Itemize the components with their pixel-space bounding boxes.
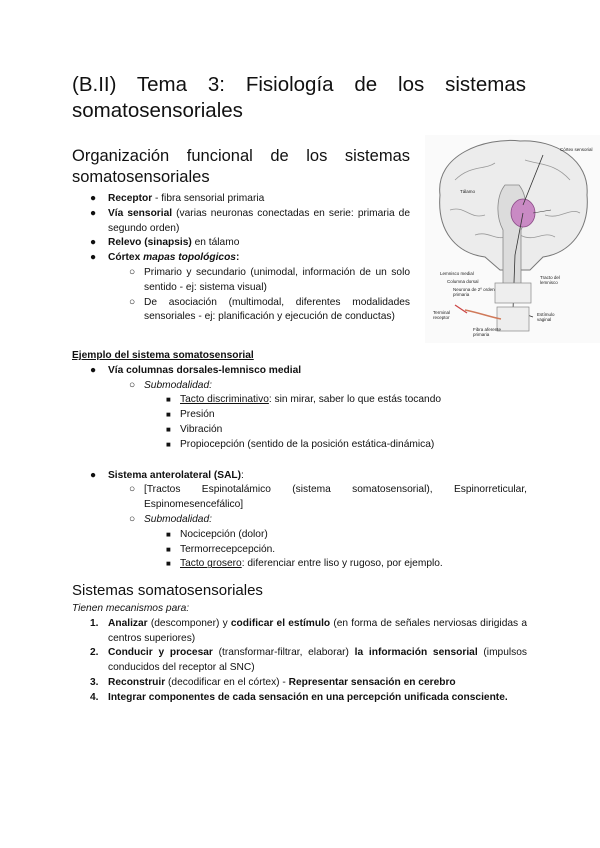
figure-label-cortex: Córtex sensorial [560, 147, 593, 152]
page-title-line2: somatosensoriales [72, 99, 243, 122]
page-title [72, 72, 526, 124]
section-heading-organizacion [72, 146, 410, 188]
list-item: ■ Presión [166, 409, 215, 421]
sub-list-item: ○ Submodalidad: [129, 513, 212, 525]
figure-label-tracto: Tracto del lemnisco [540, 275, 560, 285]
example-heading: Ejemplo del sistema somatosensorial [72, 350, 254, 361]
list-item: ■ Tacto grosero: diferenciar entre liso y rugoso, por ejemplo. [166, 558, 443, 570]
list-item: ■ Termorrecepcepción. [166, 543, 276, 555]
section-heading-sistemas: Sistemas somatosensoriales [72, 582, 263, 599]
list-item: ● Córtex mapas topológicos: [90, 252, 240, 264]
list-item: ■ Vibración [166, 423, 223, 435]
figure-label-columna: Columna dorsal [447, 279, 479, 284]
figure-label-terminal: Terminal receptor [433, 310, 451, 320]
list-item: ■ Propiocepción (sentido de la posición estática-dinámica) [166, 438, 435, 450]
list-item: ■ Tacto discriminativo: sin mirar, saber lo que estás tocando [166, 394, 442, 406]
sub-list-item: ○ Submodalidad: [129, 379, 212, 391]
sub-list-item: ○ Primario y secundario (unimodal, información de un solo sentido - ej: sistema visual) [129, 266, 410, 293]
numbered-item: 1. Analizar (descomponer) y codificar el estímulo (en forma de señales nerviosas dirigidas a centros superiores) [90, 617, 527, 644]
sub-list-item: ○ De asociación (multimodal, diferentes modalidades sensoriales - ej: planificación y ejecución de conductas) [129, 296, 410, 323]
numbered-item: 2. Conducir y procesar (transformar-filtrar, elaborar) la información sensorial (impulsos conducidos del receptor al SNC) [90, 647, 527, 674]
sistemas-intro: Tienen mecanismos para: [72, 603, 190, 614]
sub-list-item: ○ [Tractos Espinotalámico (sistema somatosensorial), Espinorreticular, Espinomesencefálico] [129, 484, 527, 511]
organizacion-list [72, 192, 410, 325]
figure-label-talamo: Tálamo [460, 189, 476, 194]
numbered-item: 4. Integrar componentes de cada sensación en una percepción unificada consciente. [90, 691, 508, 703]
list-item: ■ Nocicepción (dolor) [166, 528, 268, 540]
figure-label-neurona2b: primaria [453, 292, 470, 297]
brain-diagram [425, 135, 600, 343]
figure-label-neurona2: Neurona de 2º orden [453, 287, 495, 292]
section-heading-line2: somatosensoriales [72, 168, 210, 186]
figure-label-asta: Estímulo vaginal [537, 312, 555, 322]
sistemas-section [72, 602, 527, 706]
page-title-line1: (B.II) Tema 3: Fisiología de los sistemas [72, 73, 526, 96]
numbered-item: 3. Reconstruir (decodificar en el córtex) - Representar sensación en cerebro [90, 676, 456, 688]
list-item: ● Vía sensorial (varias neuronas conectadas en serie: primaria de segundo orden) [90, 207, 411, 234]
figure-label-fibra: Fibra aferente primaria [473, 327, 502, 337]
list-item: ● Relevo (sinapsis) en tálamo [90, 237, 240, 249]
example-section [72, 349, 527, 572]
list-item: ● Vía columnas dorsales-lemnisco medial [90, 364, 302, 376]
list-item: ● Receptor - fibra sensorial primaria [90, 193, 265, 204]
list-item: ● Sistema anterolateral (SAL): [90, 469, 244, 481]
figure-label-lemnisco: Lemnisco medial [440, 271, 474, 276]
section-heading-line1: Organización funcional de los sistemas [72, 147, 410, 165]
